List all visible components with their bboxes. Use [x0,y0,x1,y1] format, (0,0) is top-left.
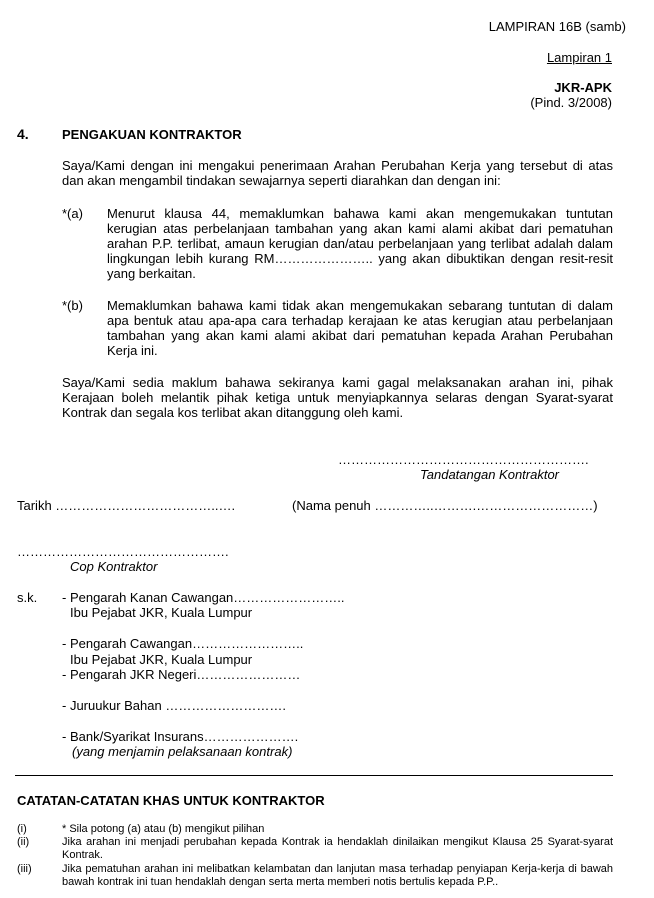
cop-label: Cop Kontraktor [70,559,158,574]
note-i-text: * Sila potong (a) atau (b) mengikut pilihan [62,823,265,835]
note-iii-marker: (iii) [17,863,32,875]
lampiran-samb-label: LAMPIRAN 16B (samb) [488,19,626,34]
section-title: PENGAKUAN KONTRAKTOR [62,127,242,142]
sk-label: s.k. [17,590,38,605]
sk-pengarah-kanan: - Pengarah Kanan Cawangan…………………….. [62,590,345,605]
notes-title: CATATAN-CATATAN KHAS UNTUK KONTRAKTOR [17,793,325,808]
form-code: JKR-APK [554,80,612,95]
note-i-marker: (i) [17,823,27,835]
sk-pengarah-negeri: - Pengarah JKR Negeri…………………… [62,667,301,682]
tarikh-field: Tarikh ………………………………..…. [17,498,236,513]
note-ii-text: Jika arahan ini menjadi perubahan kepada Kontrak ia hendaklah dinilaikan mengikut Klausa 25 Syarat-syarat Kontrak. [62,836,613,861]
sk-bank-note: (yang menjamin pelaksanaan kontrak) [72,744,293,759]
item-a-marker: *(a) [62,206,83,221]
sk-ibu-pejabat-1: Ibu Pejabat JKR, Kuala Lumpur [70,605,253,620]
form-revision: (Pind. 3/2008) [530,95,612,110]
section-divider [15,775,613,776]
intro-paragraph: Saya/Kami dengan ini mengakui penerimaan Arahan Perubahan Kerja yang tersebut di atas dan akan mengambil tindakan sewajarnya seperti diarahkan dan dengan ini: [62,158,613,188]
note-iii-text: Jika pematuhan arahan ini melibatkan kelambatan dan lanjutan masa terhadap penyiapan Kerja-kerja di bawah bawah kontrak ini tuan hendaklah dengan serta merta memberi notis bertulis kepada P.P.. [62,863,613,888]
item-b-marker: *(b) [62,298,83,313]
note-ii-marker: (ii) [17,836,30,848]
item-a-text: Menurut klausa 44, memaklumkan bahawa kami akan mengemukakan tuntutan kerugian atas perbelanjaan tambahan yang akan kami alami akibat dari pematuhan arahan P.P. terlibat, amaun kerugian dan/atau perbelanjaan yang terlibat adalah dalam lingkungan lebih kurang RM………………….. yang akan dibuktikan dengan resit-resit yang berkaitan. [107,206,613,281]
sk-juruukur-bahan: - Juruukur Bahan ………………………. [62,698,286,713]
sk-pengarah-cawangan: - Pengarah Cawangan…………………….. [62,636,304,651]
closing-paragraph: Saya/Kami sedia maklum bahawa sekiranya kami gagal melaksanakan arahan ini, pihak Kerajaan boleh melantik pihak ketiga untuk menyiapkannya selaras dengan Syarat-syarat Kontrak dan segala kos terlibat akan ditanggung oleh kami. [62,375,613,420]
signature-label: Tandatangan Kontraktor [420,467,560,482]
section-number: 4. [17,126,29,142]
signature-line: …………………………………………………. [338,452,589,467]
lampiran-1-label: Lampiran 1 [546,50,612,65]
cop-line: …………………………………………. [17,544,229,559]
sk-ibu-pejabat-2: Ibu Pejabat JKR, Kuala Lumpur [70,652,253,667]
item-b-text: Memaklumkan bahawa kami tidak akan mengemukakan sebarang tuntutan di dalam apa bentuk atau apa-apa cara terhadap kerajaan ke atas kerugian atau perbelanjaan tambahan yang akan kami alami akibat dari pematuhan kepada Arahan Perubahan Kerja ini. [107,298,613,358]
sk-bank-insurans: - Bank/Syarikat Insurans…………………. [62,729,299,744]
nama-penuh-field: (Nama penuh …………..……….………………………) [292,498,598,513]
